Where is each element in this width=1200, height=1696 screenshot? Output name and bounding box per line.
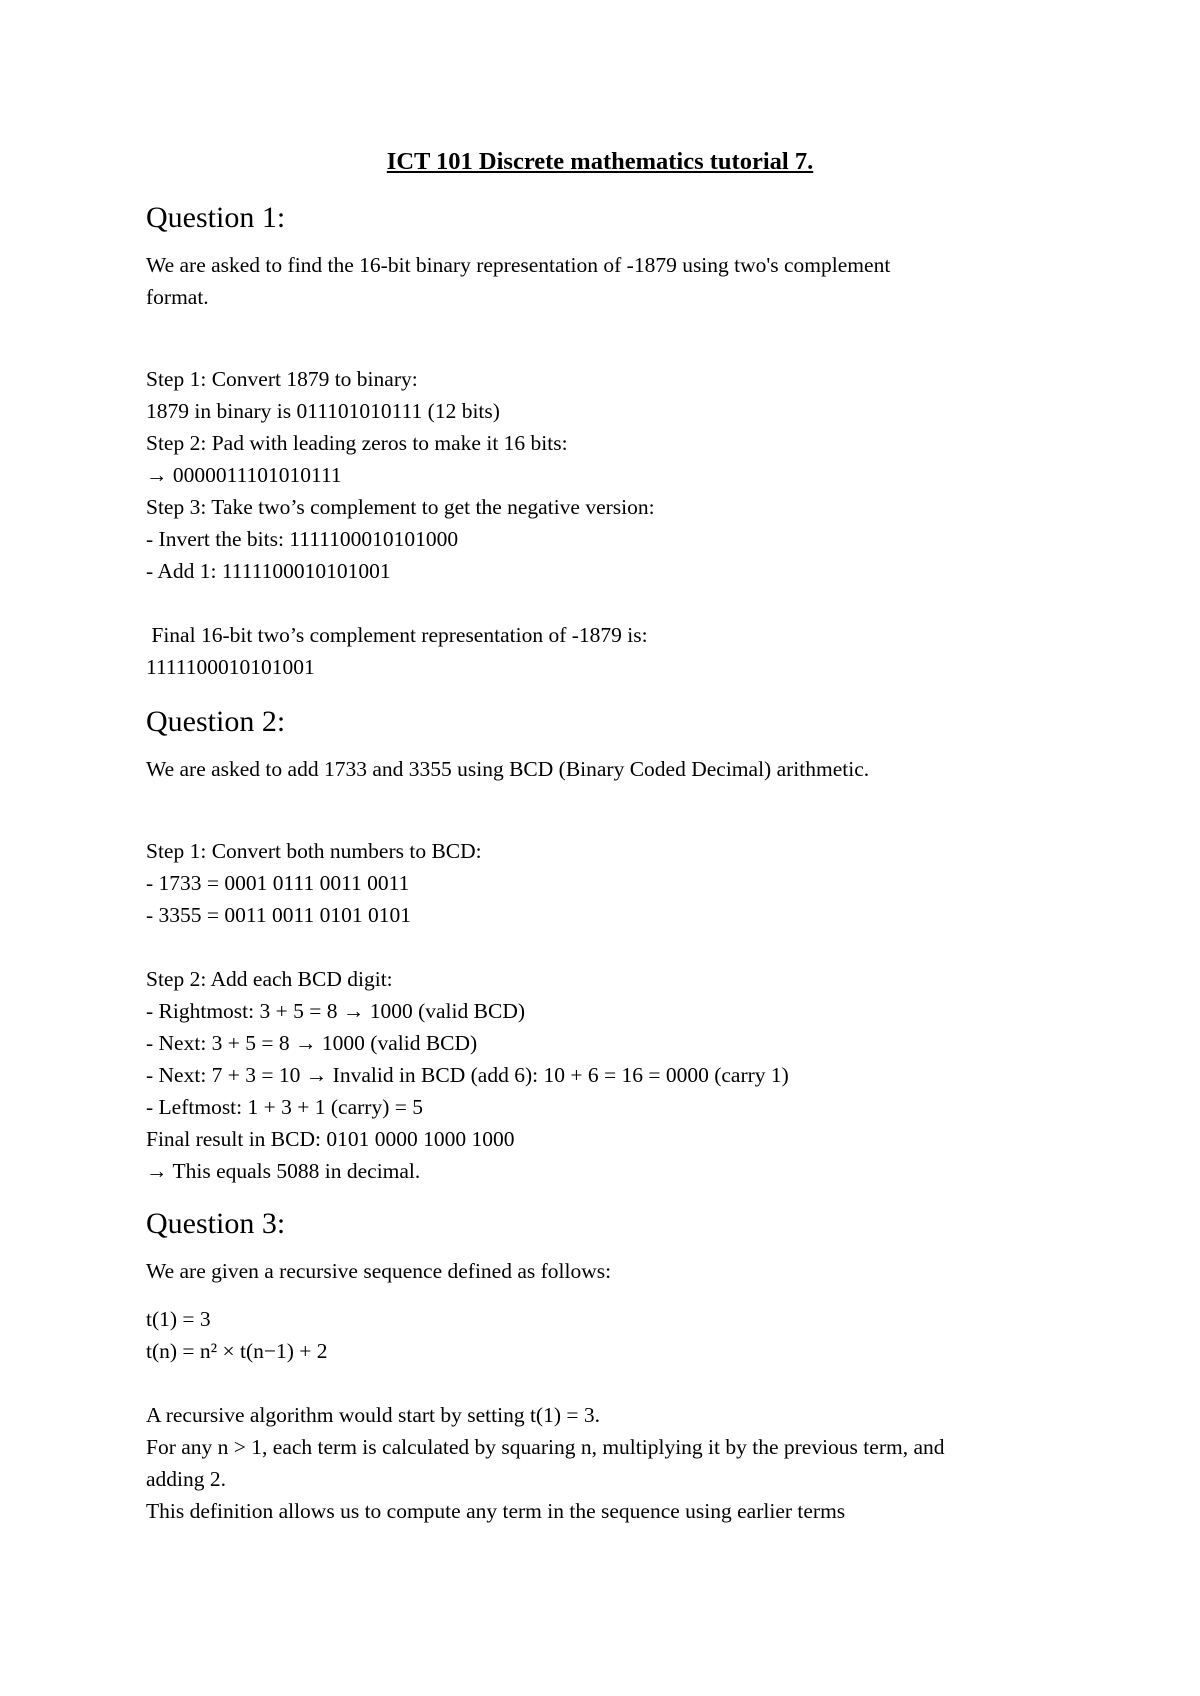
q2-next-digit-1: - Next: 3 + 5 = 8 → 1000 (valid BCD) [146,1031,478,1055]
q1-step-1: Step 1: Convert 1879 to binary: [146,367,418,391]
q1-step-3: Step 3: Take two’s complement to get the negative version: [146,495,655,519]
q2-bcd-1733: - 1733 = 0001 0111 0011 0011 [146,871,410,895]
q3-explain-line-2: adding 2. [146,1467,227,1491]
q2-leftmost-digit: - Leftmost: 1 + 3 + 1 (carry) = 5 [146,1095,423,1119]
q2-step-2: Step 2: Add each BCD digit: [146,967,393,991]
q1-intro-line-2: format. [146,285,209,309]
q3-base-case: t(1) = 3 [146,1307,211,1331]
q2-decimal-result: → This equals 5088 in decimal. [146,1159,421,1183]
question-2-heading: Question 2: [146,705,286,738]
question-1-heading: Question 1: [146,201,286,234]
q2-rightmost-digit: - Rightmost: 3 + 5 = 8 → 1000 (valid BCD) [146,999,526,1023]
q2-intro: We are asked to add 1733 and 3355 using BCD (Binary Coded Decimal) arithmetic. [146,757,870,781]
q1-step-2: Step 2: Pad with leading zeros to make it 16 bits: [146,431,568,455]
q1-intro-line-1: We are asked to find the 16-bit binary representation of -1879 using two's complement [146,253,891,277]
document-title: ICT 101 Discrete mathematics tutorial 7. [386,148,814,175]
q2-step-1: Step 1: Convert both numbers to BCD: [146,839,482,863]
q1-final-label: Final 16-bit two’s complement representation of -1879 is: [146,623,648,647]
q2-bcd-3355: - 3355 = 0011 0011 0101 0101 [146,903,411,927]
q3-intro: We are given a recursive sequence defined as follows: [146,1259,612,1283]
q2-final-result: Final result in BCD: 0101 0000 1000 1000 [146,1127,515,1151]
q1-invert-bits: - Invert the bits: 1111100010101000 [146,527,459,551]
q1-final-value: 1111100010101001 [146,655,315,679]
q3-explain-line-1: For any n > 1, each term is calculated by squaring n, multiplying it by the previous term, and [146,1435,945,1459]
q1-add-one: - Add 1: 1111100010101001 [146,559,391,583]
q3-recurrence: t(n) = n² × t(n−1) + 2 [146,1339,328,1363]
q2-next-digit-2: - Next: 7 + 3 = 10 → Invalid in BCD (add 6): 10 + 6 = 16 = 0000 (carry 1) [146,1063,789,1087]
q3-algorithm: A recursive algorithm would start by setting t(1) = 3. [146,1403,600,1427]
q3-conclusion: This definition allows us to compute any term in the sequence using earlier terms [146,1499,846,1523]
q1-step-1-result: 1879 in binary is 011101010111 (12 bits) [146,399,500,423]
question-3-heading: Question 3: [146,1207,286,1240]
q1-step-2-result: → 0000011101010111 [146,463,342,487]
